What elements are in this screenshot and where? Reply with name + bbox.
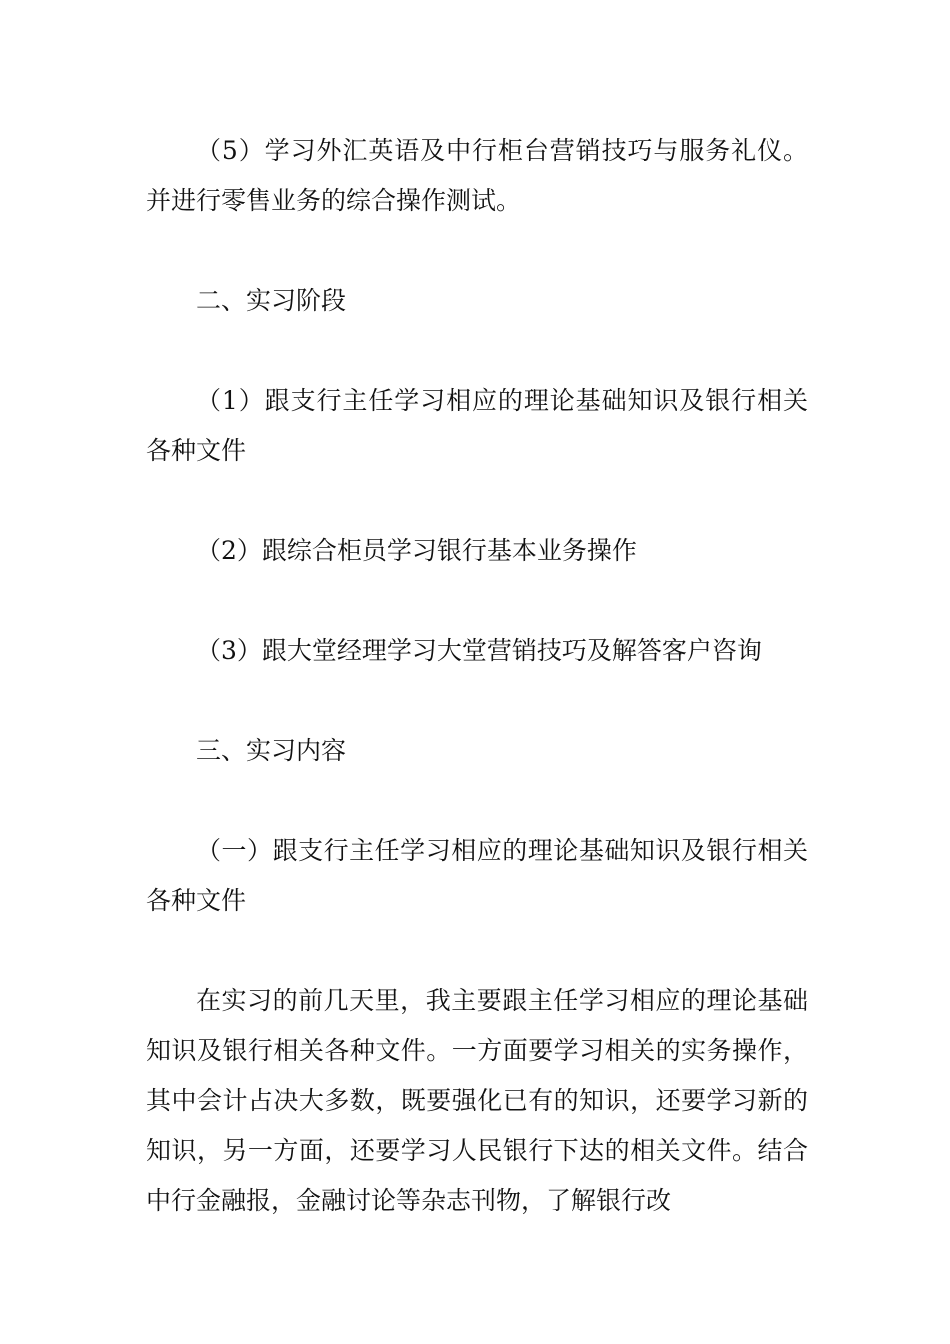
- paragraph-item-5-training: （5）学习外汇英语及中行柜台营销技巧与服务礼仪。并进行零售业务的综合操作测试。: [146, 136, 808, 215]
- document-body: [146, 126, 808, 1226]
- paragraph-body-text: 在实习的前几天里，我主要跟主任学习相应的理论基础知识及银行相关各种文件。一方面要学习相关的实务操作，其中会计占决大多数，既要强化已有的知识，还要学习新的知识，另一方面，还要学习人民银行下达的相关文件。结合中行金融报，金融讨论等杂志刊物，了解银行改: [146, 986, 808, 1215]
- paragraph-stage-2: （2）跟综合柜员学习银行基本业务操作: [196, 536, 637, 565]
- section-heading-internship-stages: 二、实习阶段: [196, 286, 347, 315]
- subsection-heading-1: （一）跟支行主任学习相应的理论基础知识及银行相关各种文件: [146, 836, 808, 915]
- paragraph-stage-1: （1）跟支行主任学习相应的理论基础知识及银行相关各种文件: [146, 386, 808, 465]
- section-heading-internship-content: 三、实习内容: [196, 736, 347, 765]
- paragraph-stage-3: （3）跟大堂经理学习大堂营销技巧及解答客户咨询: [196, 636, 762, 665]
